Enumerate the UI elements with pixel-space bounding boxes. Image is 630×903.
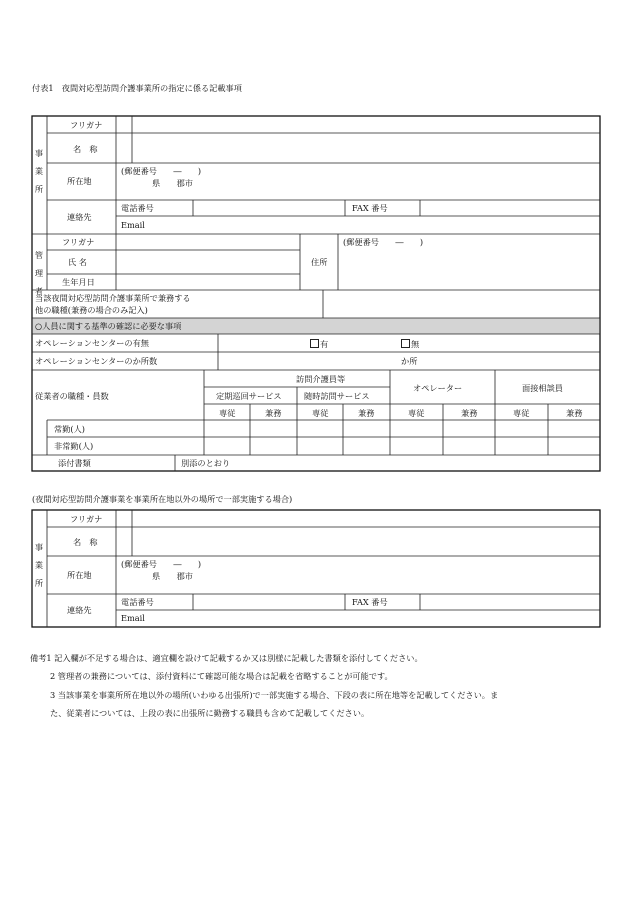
on-demand-header: 随時訪問サービス [304,391,370,401]
office-fax-label: FAX 番号 [352,203,388,213]
interview-staff-header: 面接相談員 [522,383,563,393]
office-furigana-label: フリガナ [70,120,103,130]
visiting-staff-header: 訪問介護員等 [296,374,346,384]
full-header-3: 専従 [408,408,425,418]
satellite-prefecture-city: 県 郡市 [152,571,193,581]
note-1: 備考1 記入欄が不足する場合は、適宜欄を設けて記載するか又は別様に記載した書類を添付してください。 [30,653,423,663]
note-3-continued: た、従業者については、上段の表に出張所に勤務する職員も含めて記載してください。 [50,708,370,718]
staff-role-label: 従業者の職種・員数 [35,391,109,401]
manager-name-label: 氏 名 [68,257,87,267]
form-title: 付表1 夜間対応型訪問介護事業所の指定に係る記載事項 [32,83,242,93]
parttime-row-label: 非常勤(人) [54,441,94,451]
office-address-label: 所在地 [67,176,92,186]
office-name-label: 名 称 [73,144,98,154]
manager-postal-code: (郵便番号 ― ) [343,237,424,247]
note-2: 2 管理者の兼務については、添付資料にて確認可能な場合は記載を省略することが可能です。 [50,671,393,681]
staffing-section-header: ○人員に関する基準の確認に必要な事項 [35,321,182,331]
satellite-side-label: 事 業 所 [34,542,44,588]
satellite-name-label: 名 称 [73,537,98,547]
satellite-postal-code: (郵便番号 ― ) [121,559,202,569]
manager-concurrent-label-2: 他の職種(兼務の場合のみ記入) [35,305,148,315]
concurrent-header-2: 兼務 [358,408,375,418]
office-prefecture-city: 県 郡市 [152,178,193,188]
satellite-phone-label: 電話番号 [121,597,154,607]
attachments-value: 別添のとおり [181,458,231,468]
note-3: 3 当該事業を事業所所在地以外の場所(いわゆる出張所)で一部実施する場合、下段の表に所在地等を記載してください。ま [50,690,499,700]
fulltime-row-label: 常勤(人) [54,424,85,434]
full-header-2: 専従 [312,408,329,418]
satellite-address-label: 所在地 [67,570,92,580]
office-phone-label: 電話番号 [121,203,154,213]
office-side-label: 事 業 所 [34,148,44,194]
office-email-label: Email [121,220,145,230]
manager-side-label: 管 理 者 [34,250,44,296]
attachments-label: 添付書類 [58,458,91,468]
operation-center-count-label: オペレーションセンターのか所数 [35,356,158,366]
manager-concurrent-label-1: 当該夜間対応型訪問介護事業所で兼務する [35,293,191,303]
satellite-contact-label: 連絡先 [67,605,92,615]
satellite-fax-label: FAX 番号 [352,597,388,607]
manager-birthdate-label: 生年月日 [62,277,95,287]
no-label: 無 [411,339,420,349]
full-header-4: 専従 [513,408,530,418]
concurrent-header-1: 兼務 [265,408,282,418]
manager-address-label: 住所 [311,257,328,267]
concurrent-header-4: 兼務 [566,408,583,418]
operation-center-exists-label: オペレーションセンターの有無 [35,338,149,348]
office-postal-code: (郵便番号 ― ) [121,166,202,176]
manager-furigana-label: フリガナ [62,237,95,247]
operator-header: オペレーター [413,383,463,393]
satellite-section-title: (夜間対応型訪問介護事業を事業所在地以外の場所で一部実施する場合) [32,494,293,504]
concurrent-header-3: 兼務 [461,408,478,418]
satellite-email-label: Email [121,613,145,623]
yes-label: 有 [320,339,329,349]
satellite-furigana-label: フリガナ [70,514,103,524]
full-header-1: 専従 [219,408,236,418]
operation-center-count-unit: か所 [401,356,418,366]
regular-patrol-header: 定期巡回サービス [216,391,282,401]
office-contact-label: 連絡先 [67,212,92,222]
